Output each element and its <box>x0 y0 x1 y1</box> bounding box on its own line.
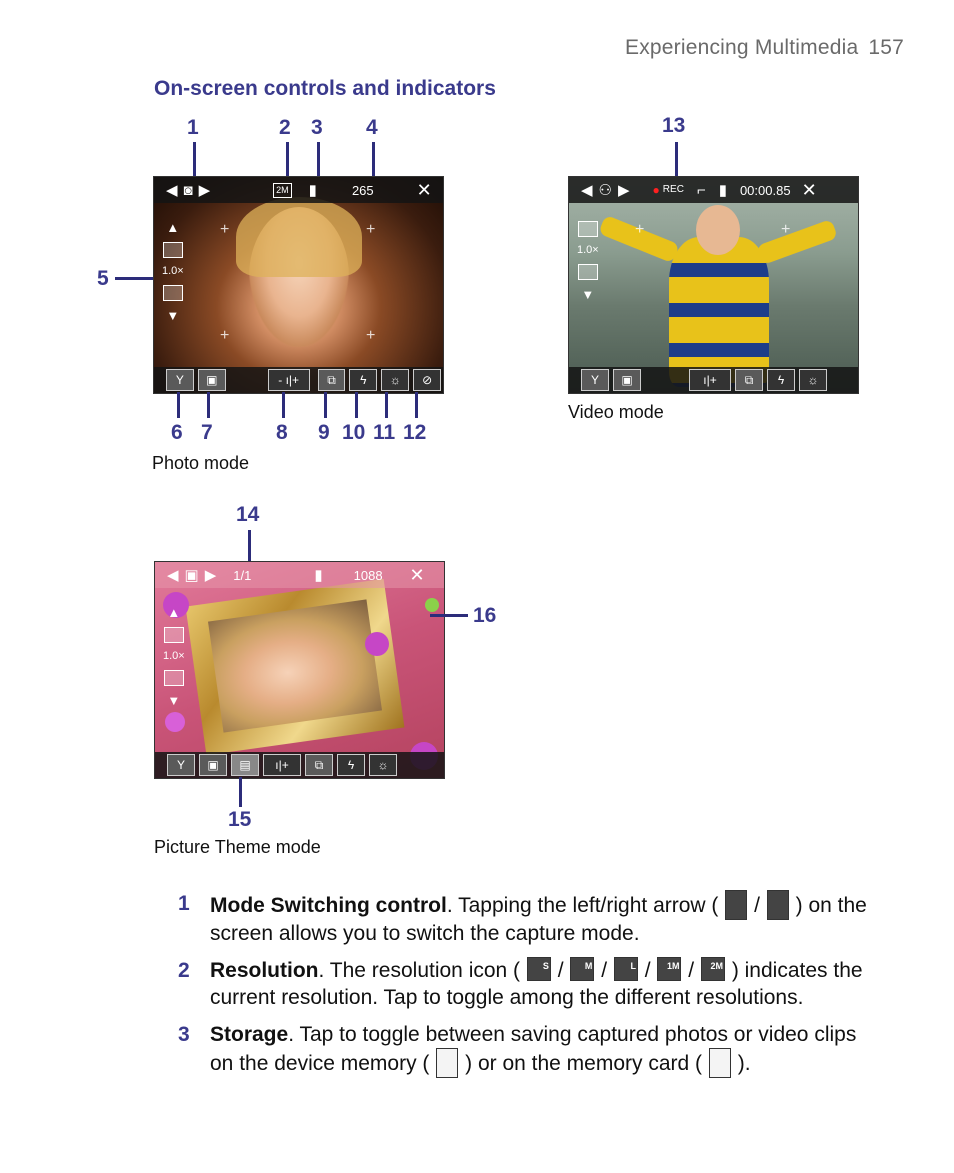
callout-line-10 <box>355 392 358 418</box>
caption-video-mode: Video mode <box>568 402 664 422</box>
recording-time: 00:00.85 <box>739 182 791 198</box>
arrow-left-icon[interactable]: ◀ <box>581 181 593 199</box>
item-text: ) on the screen allows you to switch the capture mode. <box>210 894 867 945</box>
theme-top-bar <box>155 562 444 588</box>
callout-line-11 <box>385 392 388 418</box>
arrow-right-icon[interactable]: ▶ <box>204 566 217 584</box>
paint-splash <box>165 712 185 732</box>
item-text: . The resolution icon ( <box>318 959 521 982</box>
theme-bottom-bar <box>155 752 444 778</box>
auto-focus-button[interactable]: ⊘ <box>413 369 441 391</box>
video-camera-icon: ⚇ <box>598 181 612 199</box>
shots-remaining: 265 <box>351 182 374 198</box>
callout-3: 3 <box>311 116 323 139</box>
theme-page-indicator: 1/1 <box>233 567 252 583</box>
camera-icon: ◙ <box>183 181 193 199</box>
arrow-left-icon <box>725 890 747 920</box>
item-text: ) indicates the current resolution. Tap to toggle among the different resolutions. <box>210 959 863 1009</box>
item-number: 1 <box>178 892 190 915</box>
self-timer-button[interactable]: ⧉ <box>735 369 763 391</box>
white-balance-button[interactable]: ☼ <box>381 369 409 391</box>
resolution-icon[interactable]: 2M <box>273 183 292 198</box>
video-top-bar <box>569 177 858 203</box>
arrow-right-icon[interactable]: ▶ <box>618 181 630 199</box>
paint-splash <box>425 598 439 612</box>
capture-mode-button[interactable]: ▣ <box>613 369 641 391</box>
callout-line-2 <box>286 142 289 178</box>
zoom-sidebar <box>577 221 599 301</box>
callout-line-8 <box>282 392 285 418</box>
video-subject-arm-right <box>756 219 838 265</box>
flash-button[interactable]: ϟ <box>767 369 795 391</box>
white-balance-button[interactable]: ☼ <box>369 754 397 776</box>
callout-line-4 <box>372 142 375 178</box>
caption-photo-mode: Photo mode <box>152 453 250 473</box>
self-timer-button[interactable]: ⧉ <box>318 369 346 391</box>
item-title: Resolution <box>210 959 319 982</box>
zoom-out-icon[interactable] <box>163 285 183 301</box>
callout-6: 6 <box>171 421 183 444</box>
description-list <box>178 890 878 1088</box>
storage-icon[interactable]: ▮ <box>308 181 317 199</box>
callout-line-13 <box>675 142 678 176</box>
zoom-down-icon[interactable]: ▼ <box>581 287 595 302</box>
brightness-control[interactable]: ı|+ <box>263 754 301 776</box>
page-number: 157 <box>868 36 904 59</box>
zoom-down-icon[interactable]: ▼ <box>166 308 180 323</box>
storage-icon[interactable]: ▮ <box>314 566 323 584</box>
callout-line-12 <box>415 392 418 418</box>
flash-button[interactable]: ϟ <box>337 754 365 776</box>
resolution-medium-icon: M <box>570 957 594 981</box>
callout-2: 2 <box>279 116 291 139</box>
resolution-large-icon: L <box>614 957 638 981</box>
shots-remaining: 1088 <box>353 567 383 583</box>
callout-line-15 <box>239 777 242 807</box>
focus-mark: + <box>366 221 376 238</box>
header-section: Experiencing Multimedia <box>624 36 859 59</box>
close-icon[interactable]: ✕ <box>409 565 425 585</box>
focus-mark: + <box>220 221 230 238</box>
zoom-sidebar <box>162 221 184 322</box>
menu-button[interactable]: Y <box>166 369 194 391</box>
video-subject-torso <box>669 237 769 387</box>
resolution-1m-icon: 1M <box>657 957 681 981</box>
item-separator: / <box>754 894 760 917</box>
zoom-in-icon[interactable] <box>164 627 184 643</box>
callout-9: 9 <box>318 421 330 444</box>
callout-5: 5 <box>97 267 109 290</box>
callout-line-7 <box>207 392 210 418</box>
zoom-down-icon[interactable]: ▼ <box>167 693 181 708</box>
photo-mode-screen <box>153 176 444 394</box>
video-bottom-bar <box>569 367 858 393</box>
callout-line-3 <box>317 142 320 178</box>
photo-hair <box>236 197 362 277</box>
zoom-level: 1.0× <box>162 265 184 277</box>
item-text: . Tap to toggle between saving captured photos or video clips on the device memory ( <box>210 1023 857 1075</box>
callout-line-9 <box>324 392 327 418</box>
callout-line-5 <box>115 277 155 280</box>
capture-mode-button[interactable]: ▣ <box>199 754 227 776</box>
zoom-up-icon[interactable]: ▲ <box>167 605 181 620</box>
list-item: 2 Resolution. The resolution icon ( S / M / L / 1M / 2M ) indicates the current resolution. Tap to toggle among the different resolutions. <box>178 959 863 1009</box>
callout-14: 14 <box>236 503 260 526</box>
zoom-level: 1.0× <box>163 650 185 662</box>
item-number: 2 <box>178 959 190 982</box>
photo-top-bar <box>154 177 443 203</box>
video-mode-screen <box>568 176 859 394</box>
memory-card-icon <box>709 1048 731 1078</box>
focus-mark: + <box>781 221 791 238</box>
theme-photo <box>208 599 382 732</box>
zoom-level: 1.0× <box>577 244 599 256</box>
picture-theme-screen <box>154 561 445 779</box>
callout-13: 13 <box>662 114 686 137</box>
callout-line-6 <box>177 392 180 418</box>
video-subject-head <box>696 205 740 255</box>
callout-8: 8 <box>276 421 288 444</box>
browse-theme-button[interactable]: ▤ <box>231 754 259 776</box>
callout-12: 12 <box>403 421 427 444</box>
brightness-control[interactable]: ı|+ <box>689 369 731 391</box>
resolution-icon[interactable]: ⌐ <box>696 181 706 199</box>
close-icon[interactable]: ✕ <box>801 180 817 200</box>
focus-mark: + <box>635 221 645 238</box>
record-dot-icon: ● <box>652 183 660 197</box>
flash-button[interactable]: ϟ <box>349 369 377 391</box>
storage-icon[interactable]: ▮ <box>718 181 727 199</box>
item-title: Storage <box>210 1023 289 1046</box>
arrow-left-icon[interactable]: ◀ <box>167 566 179 584</box>
item-text: . Tapping the left/right arrow ( <box>446 894 719 917</box>
focus-mark: + <box>220 327 230 344</box>
resolution-small-icon: S <box>527 957 551 981</box>
callout-4: 4 <box>366 116 378 139</box>
callout-7: 7 <box>201 421 213 444</box>
zoom-in-icon[interactable] <box>578 221 598 237</box>
record-indicator: REC <box>662 184 684 195</box>
capture-mode-button[interactable]: ▣ <box>198 369 226 391</box>
zoom-sidebar <box>163 606 185 707</box>
list-item <box>178 890 878 947</box>
zoom-up-icon[interactable]: ▲ <box>166 220 180 235</box>
callout-11: 11 <box>373 421 396 444</box>
callout-line-16 <box>430 614 468 617</box>
caption-picture-theme-mode: Picture Theme mode <box>154 837 321 857</box>
callout-15: 15 <box>228 808 252 831</box>
callout-line-14 <box>248 530 251 562</box>
self-timer-button[interactable]: ⧉ <box>305 754 333 776</box>
close-icon[interactable]: ✕ <box>416 180 432 200</box>
arrow-right-icon <box>767 890 789 920</box>
picture-theme-icon: ▣ <box>184 566 199 584</box>
item-text: ). <box>737 1052 751 1075</box>
section-title: On-screen controls and indicators <box>154 77 496 100</box>
zoom-in-icon[interactable] <box>163 242 183 258</box>
item-text: ) or on the memory card ( <box>465 1052 703 1075</box>
item-title: Mode Switching control <box>210 894 447 917</box>
brightness-control[interactable]: - ı|+ <box>268 369 310 391</box>
list-item <box>178 1021 878 1078</box>
callout-1: 1 <box>187 116 199 139</box>
focus-mark: + <box>366 327 376 344</box>
device-memory-icon <box>436 1048 458 1078</box>
zoom-out-icon[interactable] <box>578 264 598 280</box>
callout-line-1 <box>193 142 196 178</box>
zoom-out-icon[interactable] <box>164 670 184 686</box>
item-number: 3 <box>178 1023 190 1046</box>
menu-button[interactable]: Y <box>167 754 195 776</box>
white-balance-button[interactable]: ☼ <box>799 369 827 391</box>
callout-10: 10 <box>342 421 366 444</box>
paint-splash <box>365 632 389 656</box>
arrow-right-icon[interactable]: ▶ <box>198 181 211 199</box>
page-header <box>625 36 904 60</box>
photo-bottom-bar <box>154 367 443 393</box>
resolution-2m-icon: 2M <box>701 957 725 981</box>
menu-button[interactable]: Y <box>581 369 609 391</box>
arrow-left-icon[interactable]: ◀ <box>166 181 178 199</box>
callout-16: 16 <box>473 604 497 627</box>
